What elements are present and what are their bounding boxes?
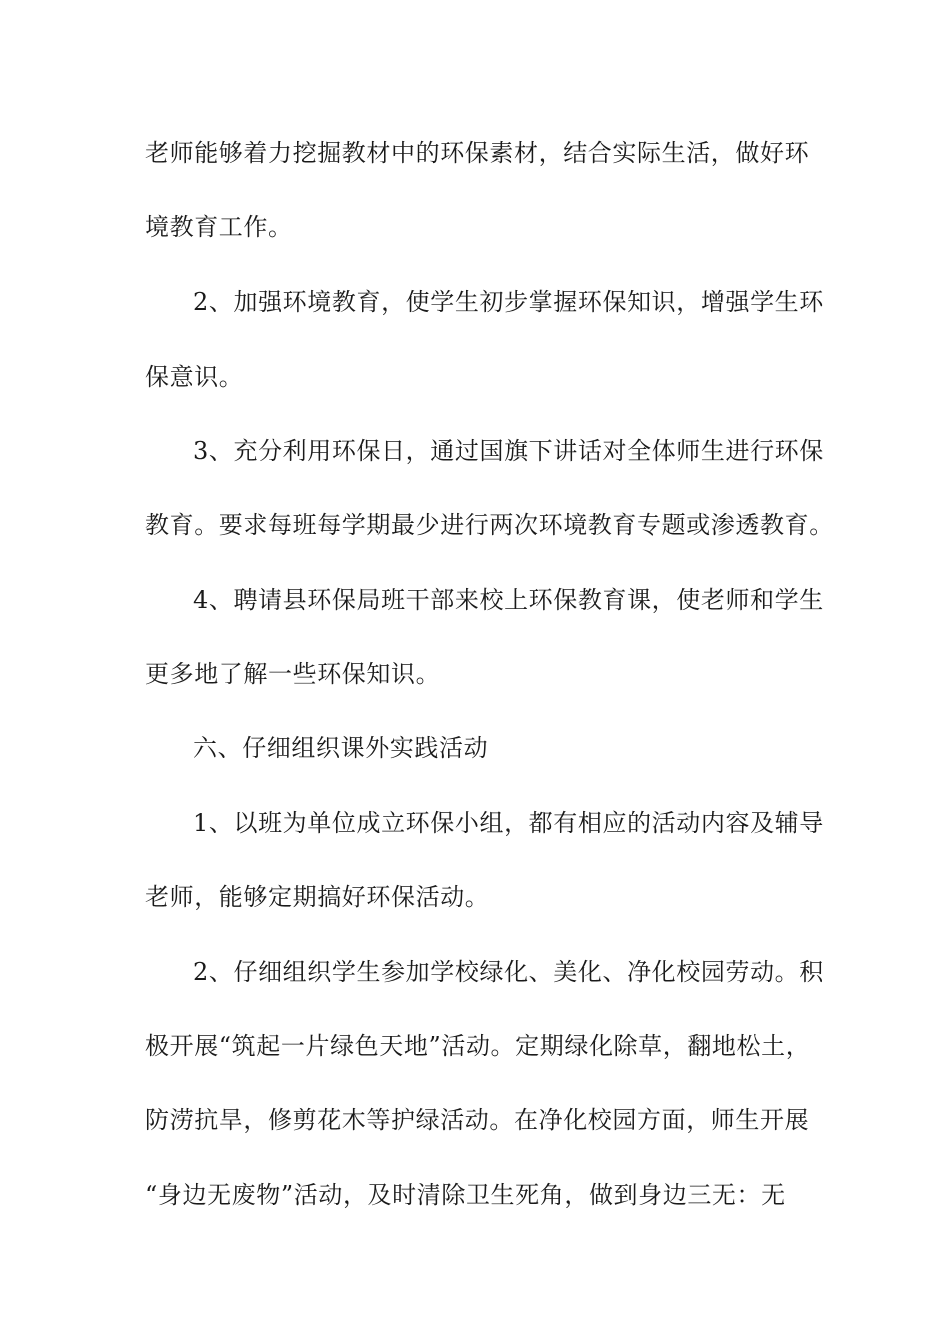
section-heading-six: 六、仔细组织课外实践活动 [193, 734, 489, 762]
text-line-15: “身边无废物”活动，及时清除卫生死角，做到身边三无：无 [145, 1181, 786, 1209]
paragraph-item-2: 2、加强环境教育，使学生初步掌握环保知识，增强学生环 [193, 288, 824, 316]
text-line-4: 保意识。 [145, 363, 244, 391]
paragraph-item-1b: 1、以班为单位成立环保小组，都有相应的活动内容及辅导 [193, 809, 824, 837]
paragraph-item-3: 3、充分利用环保日，通过国旗下讲话对全体师生进行环保 [193, 437, 824, 465]
text-line-6: 教育。要求每班每学期最少进行两次环境教育专题或渗透教育。 [145, 511, 834, 539]
text-line-14: 防涝抗旱，修剪花木等护绿活动。在净化校园方面，师生开展 [145, 1106, 810, 1134]
text-line-11: 老师，能够定期搞好环保活动。 [145, 883, 490, 911]
paragraph-item-2b: 2、仔细组织学生参加学校绿化、美化、净化校园劳动。积 [193, 958, 824, 986]
text-line-1: 老师能够着力挖掘教材中的环保素材，结合实际生活，做好环 [145, 139, 810, 167]
paragraph-item-4: 4、聘请县环保局班干部来校上环保教育课，使老师和学生 [193, 586, 824, 614]
text-line-13: 极开展“筑起一片绿色天地”活动。定期绿化除草，翻地松土， [145, 1032, 811, 1060]
text-line-8: 更多地了解一些环保知识。 [145, 660, 441, 688]
text-line-2: 境教育工作。 [145, 213, 293, 241]
